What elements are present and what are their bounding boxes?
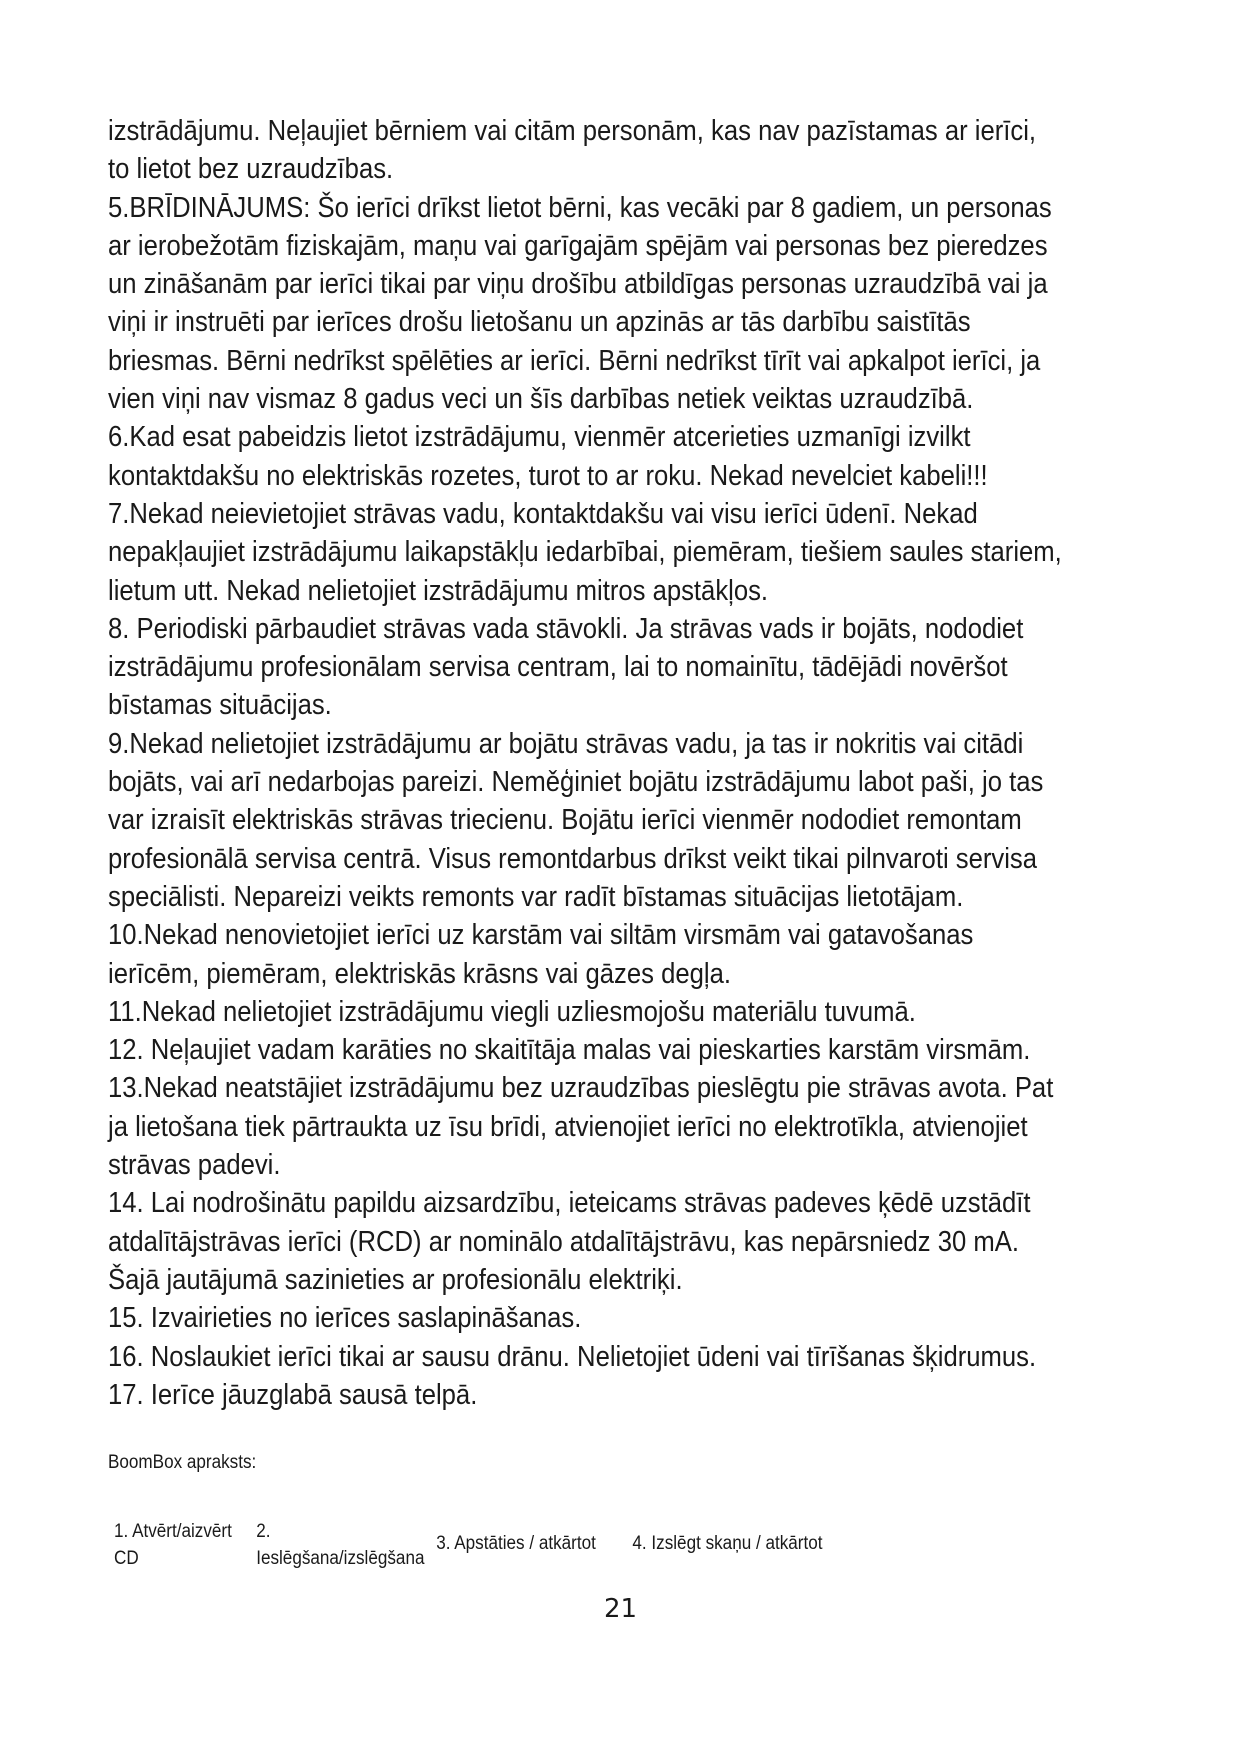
paragraph-16: 16. Noslaukiet ierīci tikai ar sausu drānu. Nelietojiet ūdeni vai tīrīšanas šķidrumus. bbox=[108, 1340, 1037, 1373]
paragraph-14: 14. Lai nodrošinātu papildu aizsardzību, ieteicams strāvas padeves ķēdē uzstādīt atdalītājstrāvas ierīci (RCD) ar nominālo atdalītājstrāvu, kas nepārsniedz 30 mA. Šajā jautājumā sazinieties ar profesionālu elektriķi. bbox=[108, 1187, 1031, 1296]
paragraph-6: 6.Kad esat pabeidzis lietot izstrādājumu, vienmēr atcerieties uzmanīgi izvilkt kontaktdakšu no elektriskās rozetes, turot to ar roku. Nekad nevelciet kabeli!!! bbox=[108, 421, 988, 492]
legend-item-stop-repeat: 3. Apstāties / atkārtot bbox=[436, 1533, 596, 1554]
paragraph-warning-5: 5.BRĪDINĀJUMS: Šo ierīci drīkst lietot bērni, kas vecāki par 8 gadiem, un personas ar ierobežotām fiziskajām, maņu vai garīgajām spējām vai personas bez pieredzes un zināšanām par ierīci tikai par viņu drošību atbildīgas personas uzraudzībā vai ja viņi ir instruēti par ierīces drošu lietošanu un apzinās ar tās darbību saistītās briesmas. Bērni nedrīkst spēlēties ar ierīci. Bērni nedrīkst tīrīt vai apkalpot ierīci, ja vien viņi nav vismaz 8 gadus veci un šīs darbības netiek veiktas uzraudzībā. bbox=[108, 191, 1052, 416]
paragraph-8: 8. Periodiski pārbaudiet strāvas vada stāvokli. Ja strāvas vads ir bojāts, nododiet izstrādājumu profesionālam servisa centram, lai to nomainītu, tādējādi novēršot bīstamas situācijas. bbox=[108, 612, 1024, 722]
boombox-caption: BoomBox apraksts: bbox=[108, 1452, 257, 1473]
paragraph-17: 17. Ierīce jāuzglabā sausā telpā. bbox=[108, 1378, 478, 1411]
paragraph-10: 10.Nekad nenovietojiet ierīci uz karstām vai siltām virsmām vai gatavošanas ierīcēm, piemēram, elektriskās krāsns vai gāzes degļa. bbox=[108, 919, 974, 990]
legend-item-open-close-cd: 1. Atvērt/aizvērt CD bbox=[114, 1521, 232, 1569]
page-number: 21 bbox=[603, 1594, 638, 1624]
legend-item-mute-repeat: 4. Izslēgt skaņu / atkārtot bbox=[632, 1533, 823, 1554]
paragraph-13: 13.Nekad neatstājiet izstrādājumu bez uzraudzības pieslēgtu pie strāvas avota. Pat ja lietošana tiek pārtraukta uz īsu brīdi, atvienojiet ierīci no elektrotīkla, atvienojiet strāvas padevi. bbox=[108, 1072, 1054, 1182]
paragraph-11: 11.Nekad nelietojiet izstrādājumu viegli uzliesmojošu materiālu tuvumā. bbox=[108, 995, 916, 1028]
paragraph-12: 12. Neļaujiet vadam karāties no skaitītāja malas vai pieskarties karstām virsmām. bbox=[108, 1034, 1031, 1067]
paragraph-continuation: izstrādājumu. Neļaujiet bērniem vai citām personām, kas nav pazīstamas ar ierīci, to lietot bez uzraudzības. bbox=[108, 115, 1037, 186]
safety-instructions bbox=[108, 112, 1062, 1414]
paragraph-15: 15. Izvairieties no ierīces saslapināšanas. bbox=[108, 1302, 582, 1335]
paragraph-9: 9.Nekad nelietojiet izstrādājumu ar bojātu strāvas vadu, ja tas ir nokritis vai citādi bojāts, vai arī nedarbojas pareizi. Neměģiniet bojātu izstrādājumu labot paši, jo tas var izraisīt elektriskās strāvas triecienu. Bojātu ierīci vienmēr nododiet remontam profesionālā servisa centrā. Visus remontdarbus drīkst veikt tikai pilnvaroti servisa speciālisti. Nepareizi veikts remonts var radīt bīstamas situācijas lietotājam. bbox=[108, 727, 1044, 913]
paragraph-7: 7.Nekad neievietojiet strāvas vadu, kontaktdakšu vai visu ierīci ūdenī. Nekad nepakļaujiet izstrādājumu laikapstākļu iedarbībai, piemēram, tiešiem saules stariem, lietum utt. Nekad nelietojiet izstrādājumu mitros apstākļos. bbox=[108, 497, 1062, 607]
legend-item-power: 2. Ieslēgšana/izslēgšana bbox=[256, 1521, 425, 1569]
